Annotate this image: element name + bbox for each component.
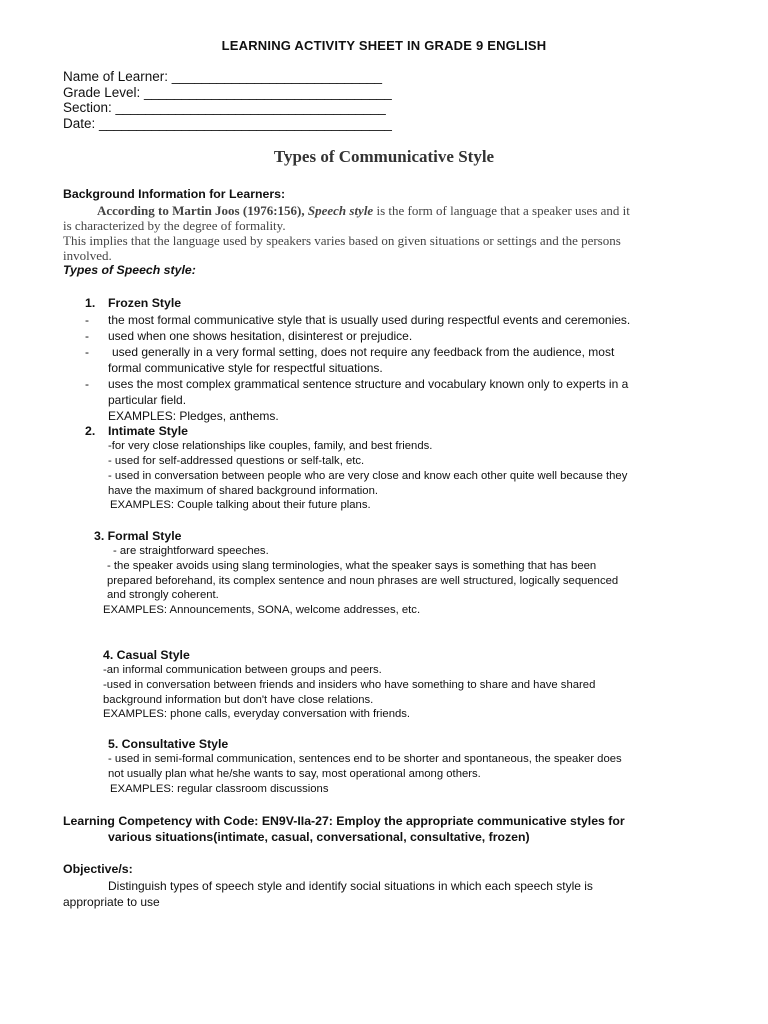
frozen-bullet-4b: particular field. [108, 393, 187, 407]
casual-line-3: background information but don't have close relations. [103, 694, 374, 706]
frozen-examples: EXAMPLES: Pledges, anthems. [108, 409, 279, 423]
frozen-bullet-3a: used generally in a very formal setting, does not require any feedback from the audience, most [112, 345, 615, 359]
bullet-dash: - [85, 345, 89, 359]
consultative-line-2: not usually plan what he/she wants to say, most operational among others. [108, 768, 481, 780]
section-field[interactable]: Section: ____________________________________ [63, 100, 386, 115]
background-source: According to Martin Joos (1976:156), [97, 203, 305, 218]
frozen-title: Frozen Style [108, 296, 182, 310]
objective-line-1: Distinguish types of speech style and identify social situations in which each speech style is [108, 879, 593, 893]
competency-line-1: Learning Competency with Code: EN9V-IIa-27: Employ the appropriate communicative styles for [63, 814, 625, 828]
frozen-bullet-3b: formal communicative style for respectful situations. [108, 361, 383, 375]
consultative-title: 5. Consultative Style [108, 737, 229, 751]
intimate-line-2: - used for self-addressed questions or self-talk, etc. [108, 455, 365, 467]
intimate-line-1: -for very close relationships like couples, family, and best friends. [108, 440, 433, 452]
casual-line-1: -an informal communication between groups and peers. [103, 664, 382, 676]
background-line-4: involved. [63, 248, 112, 263]
background-line-3: This implies that the language used by speakers varies based on given situations or settings and the persons [63, 233, 621, 248]
formal-line-3: prepared beforehand, its complex sentence and noun phrases are well structured, logically sequenced [107, 575, 619, 587]
formal-line-2: - the speaker avoids using slang terminologies, what the speaker says is something that has been [107, 560, 597, 572]
frozen-number: 1. [85, 296, 96, 310]
casual-line-2: -used in conversation between friends and insiders who have something to share and have shared [103, 679, 596, 691]
intimate-title: Intimate Style [108, 424, 188, 438]
bullet-dash: - [85, 313, 89, 327]
document-title: LEARNING ACTIVITY SHEET IN GRADE 9 ENGLISH [221, 38, 547, 53]
grade-level-field[interactable]: Grade Level: _________________________________ [63, 85, 392, 100]
formal-line-1: - are straightforward speeches. [113, 545, 269, 557]
competency-line-2: various situations(intimate, casual, conversational, consultative, frozen) [108, 830, 530, 844]
formal-line-4: and strongly coherent. [107, 589, 219, 601]
bullet-dash: - [85, 329, 89, 343]
intimate-examples: EXAMPLES: Couple talking about their future plans. [110, 499, 371, 511]
intimate-line-3: - used in conversation between people who are very close and know each other quite well because they [108, 470, 628, 482]
name-field[interactable]: Name of Learner: ____________________________ [63, 69, 383, 84]
objective-line-2: appropriate to use [63, 895, 160, 909]
consultative-line-1: - used in semi-formal communication, sentences end to be shorter and spontaneous, the speaker does [108, 753, 622, 765]
intimate-number: 2. [85, 424, 96, 438]
formal-examples: EXAMPLES: Announcements, SONA, welcome addresses, etc. [103, 604, 421, 616]
frozen-bullet-2: used when one shows hesitation, disinterest or prejudice. [108, 329, 413, 343]
intimate-line-4: have the maximum of shared background information. [108, 485, 379, 497]
consultative-examples: EXAMPLES: regular classroom discussions [110, 783, 329, 795]
frozen-bullet-1: the most formal communicative style that is usually used during respectful events and ceremonies. [108, 313, 631, 327]
casual-title: 4. Casual Style [103, 648, 190, 662]
date-field[interactable]: Date: _______________________________________ [63, 116, 392, 131]
background-label: Background Information for Learners: [63, 187, 286, 201]
formal-title: 3. Formal Style [94, 529, 182, 543]
frozen-bullet-4a: uses the most complex grammatical sentence structure and vocabulary known only to experts in a [108, 377, 629, 391]
background-rest: is the form of language that a speaker uses and it [376, 203, 630, 218]
objective-label: Objective/s: [63, 862, 133, 876]
bullet-dash: - [85, 377, 89, 391]
background-line-2: is characterized by the degree of formality. [63, 218, 286, 233]
background-term: Speech style [307, 203, 374, 218]
types-label: Types of Speech style: [63, 263, 196, 277]
casual-examples: EXAMPLES: phone calls, everyday conversation with friends. [103, 708, 411, 720]
section-heading: Types of Communicative Style [273, 147, 495, 166]
background-line-1 [97, 203, 630, 219]
